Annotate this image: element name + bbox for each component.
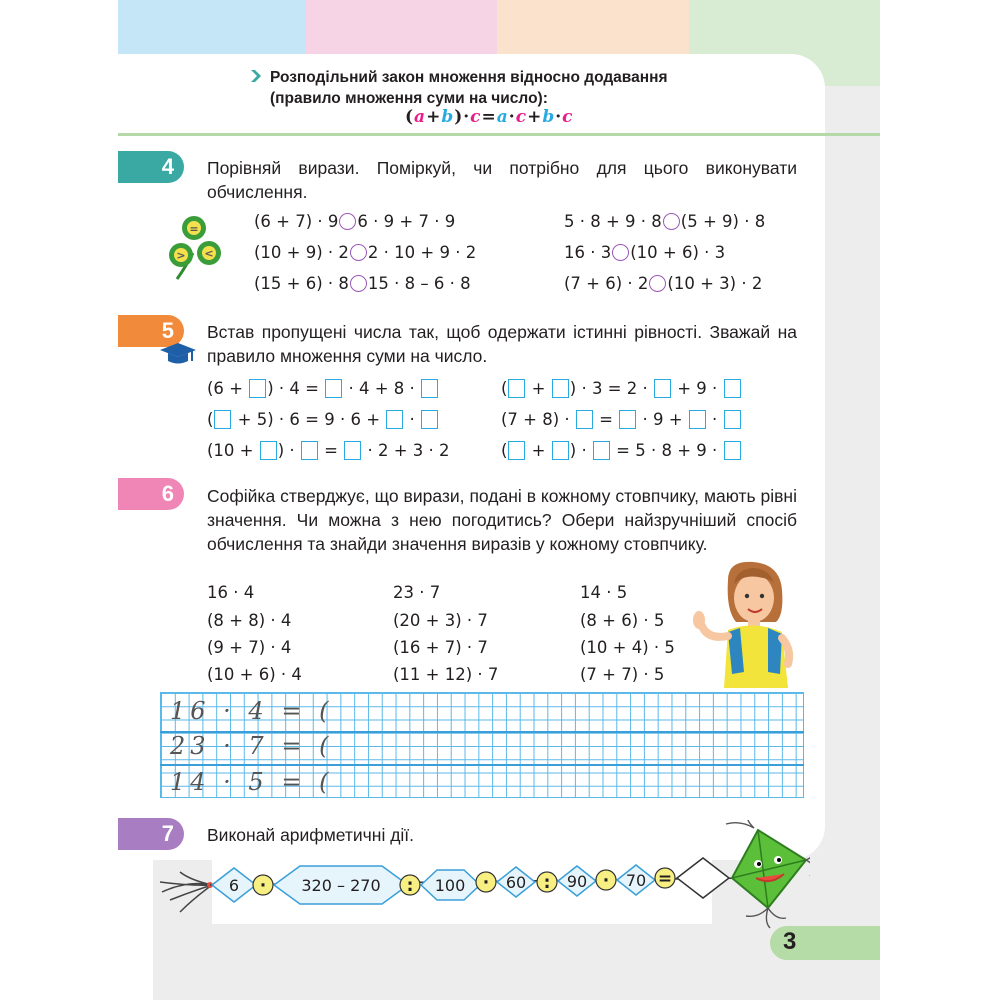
chain-operator: :: [406, 876, 414, 896]
answer-box[interactable]: [552, 441, 569, 460]
divider: [118, 133, 880, 136]
answer-box[interactable]: [260, 441, 277, 460]
equation-row: ( + 5) · 6 = 9 · 6 + ·: [207, 410, 439, 429]
answer-box[interactable]: [552, 379, 569, 398]
answer-box[interactable]: [619, 410, 636, 429]
chain-number: 6: [228, 876, 240, 895]
expression: (10 + 4) · 5: [580, 638, 675, 657]
graduation-cap-icon: [158, 339, 198, 367]
equation-row: (7 + 8) · = · 9 + ·: [501, 410, 742, 429]
color-strip-pink: [306, 0, 497, 54]
expression: (8 + 8) · 4: [207, 611, 292, 630]
answer-box[interactable]: [421, 379, 438, 398]
rule-title-line2: (правило множення суми на число):: [270, 90, 548, 107]
answer-box[interactable]: [508, 441, 525, 460]
chain-operator: :: [543, 873, 551, 893]
task-5-text: Встав пропущені числа так, щоб одержати істинні рівності. Зважай на правило множення суми на число.: [207, 322, 797, 366]
chain-expression: 320 – 270: [301, 876, 381, 895]
kite-tail: [160, 872, 212, 912]
answer-box[interactable]: [724, 410, 741, 429]
rule-title: [270, 67, 740, 109]
handwritten-line: 23 · 7 = (: [170, 732, 334, 760]
chain-operator: =: [657, 869, 673, 889]
answer-box[interactable]: [724, 379, 741, 398]
equation-row: ( + ) · 3 = 2 · + 9 ·: [501, 379, 742, 398]
compare-circle[interactable]: [350, 244, 367, 261]
color-strip-peach: [497, 0, 689, 54]
chain-number: 70: [625, 871, 647, 890]
answer-box[interactable]: [689, 410, 706, 429]
answer-box[interactable]: [344, 441, 361, 460]
answer-box[interactable]: [421, 410, 438, 429]
expression: (8 + 6) · 5: [580, 611, 665, 630]
chain-operator: ·: [602, 871, 610, 891]
task-6-text: Софійка стверджує, що вирази, подані в кожному стовпчику, мають рівні значення. Чи можна з нею погодитись? Обери найзручніший спосіб обчислення та знайди значення виразів у кожному стовпчику.: [207, 486, 797, 554]
expression: 16 · 4: [207, 583, 255, 602]
compare-row: (15 + 6) · 8 15 · 8 – 6 · 8: [254, 274, 471, 293]
task-number-badge: 5: [118, 315, 184, 347]
compare-circle[interactable]: [339, 213, 356, 230]
task-4-text: Порівняй вирази. Поміркуй, чи потрібно для цього виконувати обчислення.: [207, 158, 797, 202]
answer-box[interactable]: [249, 379, 266, 398]
girl-illustration: [688, 560, 798, 688]
answer-box[interactable]: [214, 410, 231, 429]
chain-number: 60: [505, 873, 527, 892]
color-strip-blue: [118, 0, 306, 54]
expression: (16 + 7) · 7: [393, 638, 488, 657]
expression: (10 + 6) · 4: [207, 665, 302, 684]
compare-row: (6 + 7) · 9 6 · 9 + 7 · 9: [254, 212, 456, 231]
task-number-badge: 4: [118, 151, 184, 183]
clover-sign-lt: <: [204, 247, 214, 260]
rule-title-line1: Розподільний закон множення відносно додавання: [270, 69, 668, 86]
equation-row: ( + ) · = 5 · 8 + 9 ·: [501, 441, 742, 460]
expression: 14 · 5: [580, 583, 628, 602]
answer-box[interactable]: [301, 441, 318, 460]
task-number-badge: 6: [118, 478, 184, 510]
equation-row: (6 + ) · 4 = · 4 + 8 ·: [207, 379, 439, 398]
chevron-right-icon: [249, 69, 263, 83]
grid-divider: [160, 764, 804, 766]
expression: (9 + 7) · 4: [207, 638, 292, 657]
task-number-badge: 7: [118, 818, 184, 850]
chain-number: 90: [566, 872, 588, 891]
equation-row: (10 + ) · = · 2 + 3 · 2: [207, 441, 450, 460]
expression: (20 + 3) · 7: [393, 611, 488, 630]
clover-icon: [163, 213, 231, 281]
chain-number: 100: [434, 876, 466, 895]
answer-diamond: [677, 858, 729, 898]
compare-circle[interactable]: [350, 275, 367, 292]
clover-sign-eq: =: [189, 222, 199, 236]
answer-box[interactable]: [593, 441, 610, 460]
compare-circle[interactable]: [663, 213, 680, 230]
distributive-formula: (a+b)·c=a·c+b·c: [405, 107, 574, 127]
answer-box[interactable]: [724, 441, 741, 460]
answer-box[interactable]: [325, 379, 342, 398]
page-background-right: [825, 86, 880, 946]
compare-row: (10 + 9) · 2 2 · 10 + 9 · 2: [254, 243, 477, 262]
clover-sign-gt: >: [176, 249, 186, 262]
arithmetic-chain: [150, 820, 810, 930]
page-number: 3: [783, 928, 797, 955]
handwritten-line: 16 · 4 = (: [170, 697, 334, 725]
expression: 23 · 7: [393, 583, 441, 602]
expression: (7 + 7) · 5: [580, 665, 665, 684]
expression: (11 + 12) · 7: [393, 665, 499, 684]
compare-row: 5 · 8 + 9 · 8 (5 + 9) · 8: [564, 212, 766, 231]
answer-box[interactable]: [576, 410, 593, 429]
compare-row: (7 + 6) · 2 (10 + 3) · 2: [564, 274, 763, 293]
handwritten-line: 14 · 5 = (: [170, 768, 334, 796]
chain-operator: ·: [259, 876, 267, 896]
answer-box[interactable]: [508, 379, 525, 398]
compare-row: 16 · 3 (10 + 6) · 3: [564, 243, 726, 262]
answer-box[interactable]: [386, 410, 403, 429]
compare-circle[interactable]: [649, 275, 666, 292]
compare-circle[interactable]: [612, 244, 629, 261]
chain-operator: ·: [482, 873, 490, 893]
answer-box[interactable]: [654, 379, 671, 398]
task-7-text: Виконай арифметичні дії.: [207, 825, 415, 845]
